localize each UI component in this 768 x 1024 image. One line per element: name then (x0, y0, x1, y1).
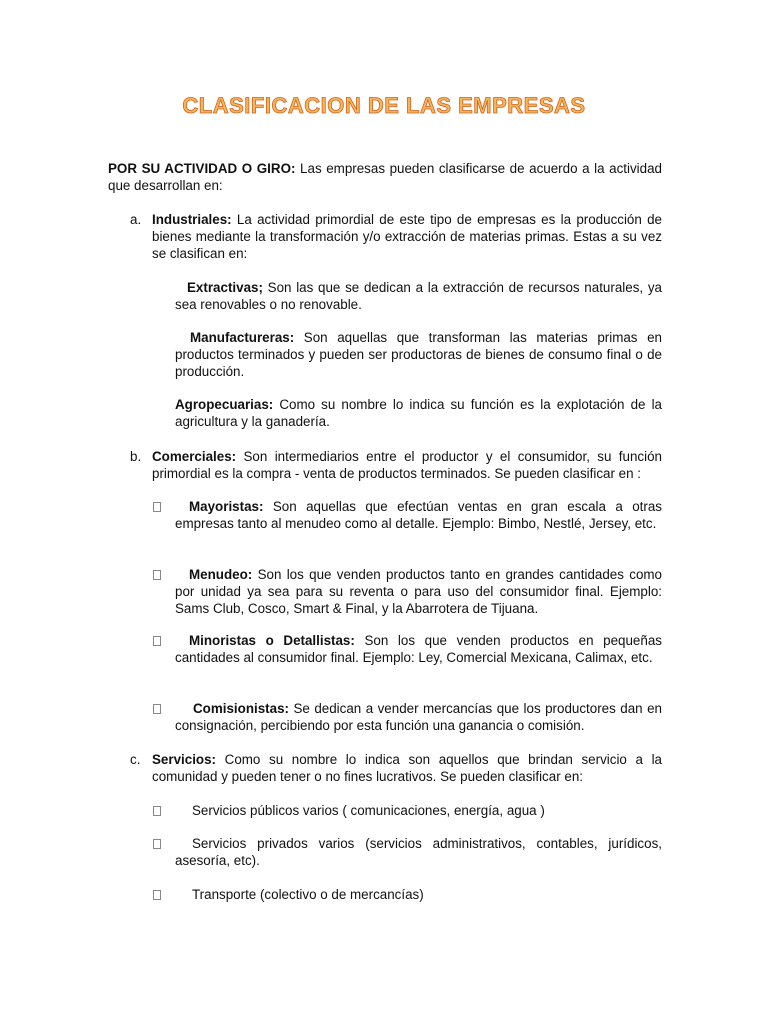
sub-item-text: Se dedican a vender mercancías que los productores dan en consignación, percibiendo por esta función una ganancia o comisión. (175, 701, 662, 733)
section-comerciales (152, 448, 662, 482)
sub-item-label: Menudeo: (189, 567, 253, 582)
sub-item-text: Como su nombre lo indica su función es la explotación de la agricultura y la ganadería. (175, 397, 662, 429)
intro-paragraph (108, 160, 662, 194)
checkbox-bullet-icon (153, 839, 161, 849)
sub-item-text: Son los que venden productos tanto en grandes cantidades como por unidad ya sea para su reventa o para uso del consumidor final. Ejemplo: Sams Club, Cosco, Smart & Final, y la Abarrotera de Tijuana. (175, 567, 662, 616)
sub-item-agropecuarias (175, 396, 662, 430)
checkbox-bullet-icon (153, 636, 161, 646)
section-label: Servicios: (152, 752, 217, 767)
sub-item-label: Manufactureras: (190, 330, 295, 345)
sub-item-text: Servicios privados varios (servicios administrativos, contables, jurídicos, asesoría, etc). (175, 836, 662, 868)
document-title: CLASIFICACION DE LAS EMPRESAS (182, 93, 586, 118)
sub-item-transporte (175, 886, 662, 903)
sub-item-label: Comisionistas: (193, 701, 289, 716)
sub-item-text: Son aquellas que efectúan ventas en gran escala a otras empresas tanto al menudeo como al detalle. Ejemplo: Bimbo, Nestlé, Jersey, etc. (175, 499, 662, 531)
section-text: La actividad primordial de este tipo de empresas es la producción de bienes mediante la transformación y/o extracción de materias primas. Estas a su vez se clasifican en: (152, 212, 662, 261)
sub-item-label: Extractivas; (187, 280, 263, 295)
sub-item-text: Son los que venden productos en pequeñas cantidades al consumidor final. Ejemplo: Ley, Comercial Mexicana, Calimax, etc. (175, 633, 662, 665)
list-marker-b: b. (130, 449, 142, 464)
checkbox-bullet-icon (153, 806, 161, 816)
sub-item-label: Agropecuarias: (175, 397, 274, 412)
sub-item-comisionistas (175, 700, 662, 734)
section-servicios (152, 751, 662, 785)
sub-item-servicios-publicos (175, 802, 662, 819)
intro-text: Las empresas pueden clasificarse de acuerdo a la actividad que desarrollan en: (108, 161, 662, 193)
section-label: Industriales: (152, 212, 232, 227)
checkbox-bullet-icon (153, 502, 161, 512)
sub-item-text: Son aquellas que transforman las materias primas en productos terminados y pueden ser productoras de bienes de consumo final o de producción. (175, 330, 662, 379)
checkbox-bullet-icon (153, 704, 161, 714)
checkbox-bullet-icon (153, 570, 161, 580)
sub-item-label: Mayoristas: (189, 499, 264, 514)
section-text: Como su nombre lo indica son aquellos que brindan servicio a la comunidad y pueden tener o no fines lucrativos. Se pueden clasificar en: (152, 752, 662, 784)
sub-item-menudeo (175, 566, 662, 617)
list-marker-c: c. (130, 752, 141, 767)
checkbox-bullet-icon (153, 890, 161, 900)
section-label: Comerciales: (152, 449, 237, 464)
sub-item-mayoristas (175, 498, 662, 532)
sub-item-label: Minoristas o Detallistas: (189, 633, 355, 648)
sub-item-minoristas (175, 632, 662, 666)
list-marker-a: a. (130, 212, 142, 227)
section-text: Son intermediarios entre el productor y el consumidor, su función primordial es la compra - venta de productos terminados. Se pueden clasificar en : (152, 449, 662, 481)
sub-item-text: Transporte (colectivo o de mercancías) (192, 887, 424, 902)
section-industriales (152, 211, 662, 262)
sub-item-text: Son las que se dedican a la extracción de recursos naturales, ya sea renovables o no renovable. (175, 280, 662, 312)
sub-item-extractivas (175, 279, 662, 313)
sub-item-manufactureras (175, 329, 662, 380)
intro-label: POR SU ACTIVIDAD O GIRO: (108, 161, 296, 176)
sub-item-text: Servicios públicos varios ( comunicaciones, energía, agua ) (192, 803, 545, 818)
sub-item-servicios-privados (175, 835, 662, 869)
